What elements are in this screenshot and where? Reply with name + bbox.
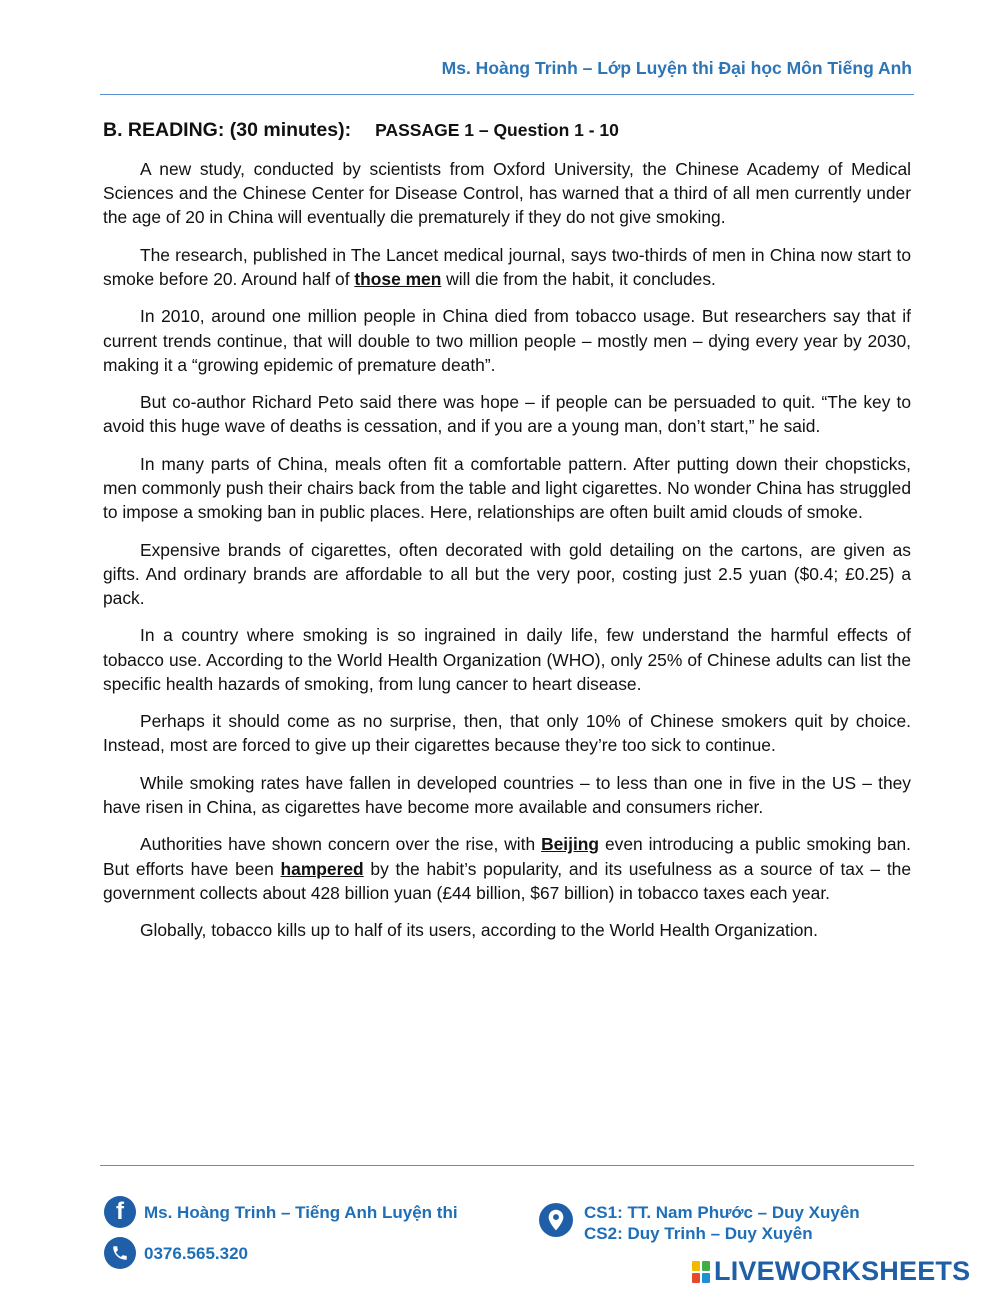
- header-divider: [100, 94, 914, 95]
- campus-2-address: CS2: Duy Trinh – Duy Xuyên: [584, 1224, 813, 1243]
- phone-number: 0376.565.320: [144, 1244, 248, 1263]
- paragraph-8: Perhaps it should come as no surprise, then, that only 10% of Chinese smokers quit by choice. Instead, most are forced to give up their cigarettes because they’re too sick to continue.: [103, 711, 911, 756]
- keyword-beijing: Beijing: [541, 834, 600, 855]
- reading-heading: B. READING: (30 minutes):: [103, 119, 352, 141]
- passage-label: PASSAGE 1 – Question 1 - 10: [375, 120, 619, 140]
- keyword-hampered: hampered: [280, 858, 364, 879]
- paragraph-11: Globally, tobacco kills up to half of its users, according to the World Health Organization.: [140, 920, 818, 941]
- liveworksheets-wordmark: LIVEWORKSHEETS: [714, 1256, 971, 1286]
- liveworksheets-mark-icon: [692, 1261, 710, 1283]
- paragraph-2: The research, published in The Lancet medical journal, says two-thirds of men in China now start to smoke before 20. Around half of those men will die from the habit, it concludes.: [103, 244, 911, 289]
- facebook-icon[interactable]: f: [104, 1196, 136, 1228]
- phone-icon: [104, 1237, 136, 1269]
- paragraph-5: In many parts of China, meals often fit a comfortable pattern. After putting down their chopsticks, men commonly push their chairs back from the table and light cigarettes. No wonder China has struggled to impose a smoking ban in public places. Here, relationships are often built amid clouds of smoke.: [103, 453, 911, 523]
- facebook-label: Ms. Hoàng Trinh – Tiếng Anh Luyện thi: [144, 1203, 458, 1222]
- paragraph-9: While smoking rates have fallen in developed countries – to less than one in five in the US – they have risen in China, as cigarettes have become more available and consumers richer.: [103, 772, 911, 817]
- section-heading: [103, 119, 619, 142]
- reading-passage: [103, 157, 911, 942]
- paragraph-7: In a country where smoking is so ingrained in daily life, few understand the harmful effects of tobacco use. According to the World Health Organization (WHO), only 25% of Chinese adults can list the specific health hazards of smoking, from lung cancer to heart disease.: [103, 625, 911, 694]
- campus-1-address: CS1: TT. Nam Phước – Duy Xuyên: [584, 1203, 860, 1222]
- page-header-title: Ms. Hoàng Trinh – Lớp Luyện thi Đại học Môn Tiếng Anh: [441, 58, 912, 78]
- keyword-those-men: those men: [354, 269, 442, 289]
- footer-divider: [100, 1165, 914, 1166]
- paragraph-3: In 2010, around one million people in China died from tobacco usage. But researchers say that if current trends continue, that will double to two million people – mostly men – dying every year by 2030, making it a “growing epidemic of premature death”.: [103, 306, 911, 375]
- paragraph-4: But co-author Richard Peto said there was hope – if people can be persuaded to quit. “The key to avoid this huge wave of deaths is cessation, and if you are a young man, don’t start,” he said.: [103, 392, 911, 437]
- paragraph-10: Authorities have shown concern over the rise, with Beijing even introducing a public smoking ban. But efforts have been hampered by the habit’s popularity, and its usefulness as a source of tax – the government collects about 428 billion yuan (£44 billion, $67 billion) in tobacco taxes each year.: [103, 834, 911, 903]
- liveworksheets-logo: [692, 1256, 970, 1287]
- paragraph-1: A new study, conducted by scientists from Oxford University, the Chinese Academy of Medical Sciences and the Chinese Center for Disease Control, has warned that a third of all men currently under the age of 20 in China will eventually die prematurely if they do not give smoking.: [103, 159, 911, 228]
- location-pin-icon: [539, 1203, 573, 1237]
- paragraph-6: Expensive brands of cigarettes, often decorated with gold detailing on the cartons, are given as gifts. And ordinary brands are affordable to all but the very poor, costing just 2.5 yuan ($0.4; £0.25) a pack.: [103, 539, 911, 608]
